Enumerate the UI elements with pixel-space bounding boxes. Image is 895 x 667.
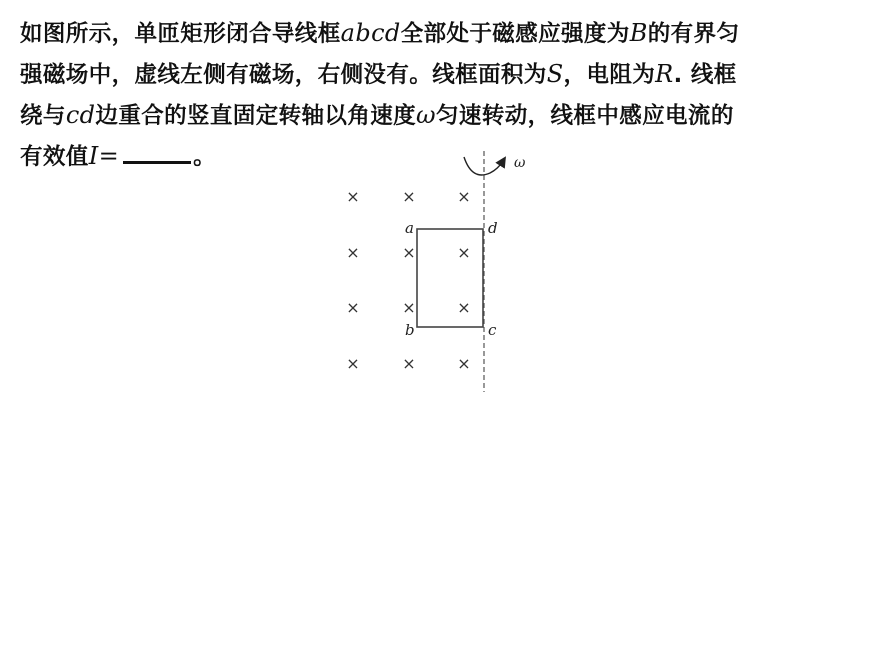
field-cross-icon: × xyxy=(402,298,416,317)
problem-line-1 xyxy=(20,13,888,54)
text-segment: 匀速转动，线框中感应电流的 xyxy=(436,103,734,129)
answer-blank[interactable] xyxy=(123,139,191,164)
math-R: R xyxy=(655,60,674,88)
field-cross-icon: × xyxy=(402,354,416,373)
field-cross-icon: × xyxy=(457,354,471,373)
field-cross-icon: × xyxy=(457,187,471,206)
field-cross-icon: × xyxy=(346,243,360,262)
field-cross-icon: × xyxy=(402,243,416,262)
math-cd: cd xyxy=(65,101,96,129)
text-segment: 有效值 xyxy=(20,144,89,170)
label-d: d xyxy=(488,219,498,237)
equals-sign: = xyxy=(98,142,120,170)
label-b: b xyxy=(405,321,415,339)
text-segment: . 线框 xyxy=(673,62,737,88)
text-segment: 边重合的竖直固定转轴以角速度 xyxy=(95,103,417,129)
text-segment: 强磁场中，虚线左侧有磁场，右侧没有。线框面积为 xyxy=(20,62,547,88)
wire-frame-abcd xyxy=(417,229,483,327)
math-S: S xyxy=(546,60,564,88)
label-omega: ω xyxy=(514,155,526,171)
math-omega: ω xyxy=(416,101,437,129)
text-segment: 绕与 xyxy=(20,103,66,129)
label-c: c xyxy=(488,321,497,339)
text-segment: 的有界匀 xyxy=(647,21,740,47)
field-cross-icon: × xyxy=(402,187,416,206)
field-cross-icon: × xyxy=(457,298,471,317)
field-cross-icon: × xyxy=(457,243,471,262)
problem-line-3 xyxy=(20,95,888,136)
text-segment: 。 xyxy=(193,144,217,170)
math-abcd: abcd xyxy=(340,19,401,47)
text-segment: ，电阻为 xyxy=(563,62,656,88)
label-a: a xyxy=(405,219,414,237)
text-segment: 全部处于磁感应强度为 xyxy=(400,21,630,47)
field-cross-icon: × xyxy=(346,187,360,206)
text-segment: 如图所示，单匝矩形闭合导线框 xyxy=(20,21,341,47)
problem-line-2 xyxy=(20,54,888,95)
figure-diagram xyxy=(330,145,550,400)
magnetic-field-crosses xyxy=(346,187,470,373)
math-I: I xyxy=(88,142,99,170)
field-cross-icon: × xyxy=(346,298,360,317)
field-cross-icon: × xyxy=(346,354,360,373)
math-B: B xyxy=(629,19,648,47)
